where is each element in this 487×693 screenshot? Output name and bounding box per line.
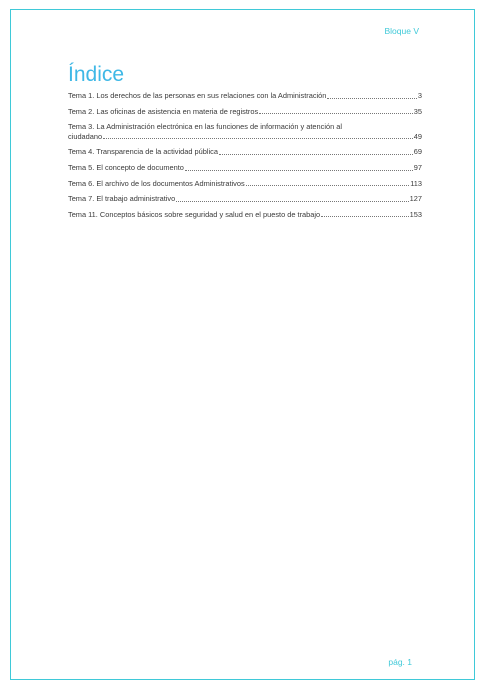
toc-leader-dots bbox=[327, 98, 416, 99]
toc-entry-page: 113 bbox=[410, 178, 422, 188]
toc-leader-dots bbox=[185, 170, 413, 171]
toc-entry-tema-4[interactable] bbox=[68, 147, 422, 157]
toc-leader-dots bbox=[246, 185, 410, 186]
page-number: pág. 1 bbox=[388, 657, 412, 667]
toc-leader-dots bbox=[259, 113, 413, 114]
toc-entry-title-line-2-row bbox=[68, 132, 422, 142]
toc-leader-dots bbox=[176, 201, 408, 202]
toc-leader-dots bbox=[219, 154, 413, 155]
table-of-contents bbox=[68, 91, 422, 225]
page-title: Índice bbox=[68, 63, 125, 86]
toc-entry-page: 35 bbox=[413, 106, 422, 116]
toc-entry-title: Tema 6. El archivo de los documentos Administrativos bbox=[68, 178, 245, 188]
toc-entry-title: Tema 5. El concepto de documento bbox=[68, 162, 184, 172]
toc-entry-tema-3[interactable] bbox=[68, 122, 422, 141]
toc-entry-tema-1[interactable] bbox=[68, 91, 422, 101]
toc-entry-tema-6[interactable] bbox=[68, 179, 422, 189]
toc-entry-page: 49 bbox=[413, 131, 422, 141]
section-label: Bloque V bbox=[384, 26, 419, 36]
toc-leader-dots bbox=[321, 216, 409, 217]
toc-entry-page: 97 bbox=[413, 162, 422, 172]
toc-entry-tema-7[interactable] bbox=[68, 194, 422, 204]
toc-entry-title-line-1: Tema 3. La Administración electrónica en las funciones de información y atención al bbox=[68, 122, 343, 132]
toc-entry-title: Tema 1. Los derechos de las personas en sus relaciones con la Administración bbox=[68, 91, 327, 100]
toc-entry-title: Tema 7. El trabajo administrativo bbox=[68, 194, 176, 204]
toc-entry-title: Tema 2. Las oficinas de asistencia en materia de registros bbox=[68, 106, 259, 116]
toc-entry-page: 153 bbox=[409, 209, 422, 219]
toc-entry-title: Tema 11. Conceptos básicos sobre seguridad y salud en el puesto de trabajo bbox=[68, 209, 321, 219]
toc-entry-tema-5[interactable] bbox=[68, 163, 422, 173]
toc-entry-page: 127 bbox=[409, 194, 422, 204]
toc-entry-tema-11[interactable] bbox=[68, 210, 422, 220]
toc-entry-page: 69 bbox=[413, 147, 422, 157]
toc-leader-dots bbox=[103, 138, 413, 139]
toc-entry-page: 3 bbox=[417, 91, 422, 100]
toc-entry-title: Tema 4. Transparencia de la actividad pública bbox=[68, 147, 218, 157]
toc-entry-tema-2[interactable] bbox=[68, 107, 422, 117]
toc-entry-title-line-2: ciudadano bbox=[68, 131, 103, 141]
